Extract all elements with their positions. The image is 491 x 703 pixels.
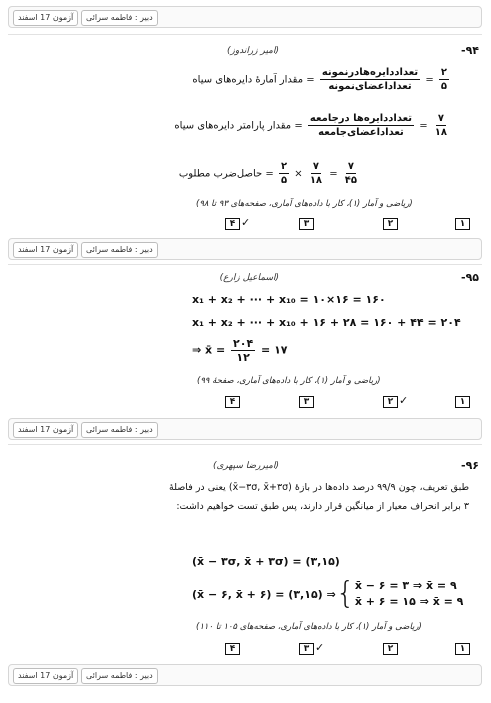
check-icon: ✓	[399, 394, 409, 407]
teacher-tag[interactable]: دبیر : فاطمه سرائی	[81, 10, 158, 26]
option-3[interactable]: ۳	[299, 396, 314, 408]
fraction: $\frac{\text{تعداددایره‌هادرنمونه}}{\text{تعداداعضای‌نمونه}}$	[321, 67, 419, 92]
explanation-text: طبق تعریف، چون ۹۹/۹ درصد داده‌ها در بازهٔ (x̄−۳σ, x̄+۳σ) یعنی در فاصلهٔ ۳ برابر انحراف معیار از میانگین قرار دارند، پس طبق تست خواهیم داشت:	[169, 482, 469, 512]
equation-line: x₁ + x₂ + ··· + x₁₀ + ۱۶ + ۲۸ = ۱۶۰ + ۴۴ = ۲۰۴	[192, 316, 461, 329]
option-4[interactable]: ۴	[225, 643, 240, 655]
equation-line: (x̄ − ۶, x̄ + ۶) = (۳,۱۵) ⇒ { x̄ − ۶ = ۳ ⇒ x̄ = ۹ x̄ + ۶ = ۱۵ ⇒ x̄ = ۹	[192, 576, 464, 611]
question-number: -۹۵	[461, 271, 479, 284]
check-icon: ✓	[315, 641, 325, 654]
equation-label: مقدار پارامتر دایره‌های سیاه	[174, 120, 292, 132]
option-3[interactable]: ۳	[299, 643, 314, 655]
check-icon: ✓	[241, 216, 251, 229]
option-1[interactable]: ۱	[455, 396, 470, 408]
equation-label: مقدار آمارهٔ دایره‌های سیاه	[192, 74, 304, 86]
option-1[interactable]: ۱	[455, 218, 470, 230]
exam-tag-bar	[8, 418, 482, 440]
option-2[interactable]: ۲	[383, 643, 398, 655]
fraction: $\frac{\text{تعداددایره‌ها درجامعه}}{\text{تعداداعضای‌جامعه}}$	[309, 113, 413, 138]
equation-line: (x̄ − ۳σ, x̄ + ۳σ) = (۳,۱۵)	[192, 555, 340, 568]
exam-tag-bar	[8, 664, 482, 686]
option-2[interactable]: ۲	[383, 218, 398, 230]
option-4[interactable]: ۴	[225, 218, 240, 230]
equation-line: ⇒ x̄ = $\frac{۲۰۴}{۱۲}$ = ۱۷	[192, 337, 288, 364]
case-list: x̄ − ۶ = ۳ ⇒ x̄ = ۹ x̄ + ۶ = ۱۵ ⇒ x̄ = ۹	[354, 579, 464, 608]
equation-line: x₁ + x₂ + ··· + x₁₀ = ۱۰×۱۶ = ۱۶۰	[192, 293, 386, 306]
source-reference: (ریاضی و آمار (۱)، کار با داده‌های آماری، صفحه‌های ۱۰۵ تا ۱۱۰)	[196, 622, 422, 632]
question-number: -۹۶	[461, 459, 479, 472]
option-1[interactable]: ۱	[455, 643, 470, 655]
exam-tag-bar	[8, 238, 482, 260]
author-name: (اسماعیل زارع)	[219, 273, 279, 283]
source-reference: (ریاضی و آمار (۱)، کار با داده‌های آماری، صفحهٔ ۹۹)	[197, 376, 381, 386]
question-number: -۹۴	[461, 44, 479, 57]
divider	[8, 444, 482, 445]
teacher-tag[interactable]: دبیر : فاطمه سرائی	[81, 422, 158, 438]
divider	[8, 34, 482, 35]
teacher-tag[interactable]: دبیر : فاطمه سرائی	[81, 242, 158, 258]
option-2[interactable]: ۲	[383, 396, 398, 408]
exam-tag[interactable]: آزمون 17 اسفند	[13, 668, 78, 684]
exam-tag-bar	[8, 6, 482, 28]
option-3[interactable]: ۳	[299, 218, 314, 230]
brace: {	[335, 576, 355, 611]
fraction: $\frac{۲}{۵}$	[440, 67, 447, 92]
divider	[8, 264, 482, 265]
equation-line: حاصل‌ضرب مطلوب = $\frac{۲}{۵}$ × $\frac{۷}{۱۸}$ = $\frac{۷}{۴۵}$	[178, 161, 357, 186]
exam-tag[interactable]: آزمون 17 اسفند	[13, 242, 78, 258]
teacher-tag[interactable]: دبیر : فاطمه سرائی	[81, 668, 158, 684]
equation-line: مقدار پارامتر دایره‌های سیاه = $\frac{\text{تعداددایره‌ها درجامعه}}{\text{تعداداعضای‌جامعه}}$ = $\frac{۷}{۱۸}$	[174, 113, 447, 138]
option-4[interactable]: ۴	[225, 396, 240, 408]
author-name: (امیررضا سپهری)	[212, 461, 279, 471]
source-reference: (ریاضی و آمار (۱)، کار با داده‌های آماری، صفحه‌های ۹۳ تا ۹۸)	[196, 199, 413, 209]
equation-label: حاصل‌ضرب مطلوب	[178, 168, 263, 180]
fraction: $\frac{۷}{۱۸}$	[434, 113, 447, 138]
fraction: $\frac{۲۰۴}{۱۲}$	[233, 337, 254, 364]
exam-tag[interactable]: آزمون 17 اسفند	[13, 10, 78, 26]
equation-line: مقدار آمارهٔ دایره‌های سیاه = $\frac{\text{تعداددایره‌هادرنمونه}}{\text{تعداداعضای‌نمونه}}$ = $\frac{۲}{۵}$	[192, 67, 447, 92]
author-name: (امیر زراندوز)	[226, 46, 279, 56]
exam-tag[interactable]: آزمون 17 اسفند	[13, 422, 78, 438]
